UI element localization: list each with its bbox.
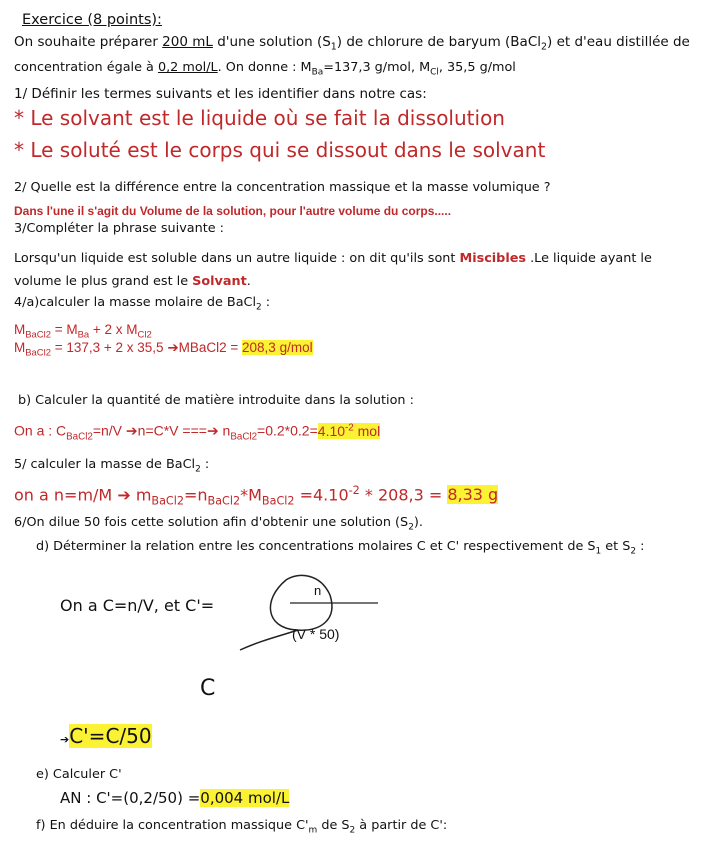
mass-result: 8,33 g [447, 485, 499, 505]
formula: (V [292, 626, 306, 642]
intro-text: d'une solution (S [212, 34, 331, 50]
superscript: -2 [348, 484, 360, 497]
formula: * 50) [306, 626, 340, 642]
answer-d-c: C [200, 676, 216, 701]
answer-text: volume le plus grand est le [14, 274, 193, 289]
unit: mol [353, 422, 381, 439]
subscript: Ba [77, 329, 90, 341]
formula: n [218, 422, 231, 439]
question-text: : [261, 295, 271, 310]
answer-text: . [246, 274, 251, 289]
question-b: b) Calculer la quantité de matière introduite dans la solution : [18, 393, 414, 408]
formula: M [14, 322, 26, 337]
formula: MBaCl2 = [178, 340, 243, 355]
intro-text: ) et d'eau distillée de [547, 34, 690, 50]
subscript: BaCl2 [230, 431, 258, 443]
answer-d-prefix: On a C=n/V, et C'= [60, 596, 215, 615]
formula: =4.10 [294, 485, 349, 505]
formula: AN : C'=(0,2/50) = [60, 789, 201, 807]
question-text: : [200, 457, 210, 472]
subscript: 2 [630, 546, 637, 557]
arrow-icon: ➔ [125, 422, 138, 439]
solvant-word: Solvant [192, 274, 247, 289]
formula: On a : C [14, 422, 67, 439]
formula: m [130, 485, 152, 505]
answer-solute: * Le soluté est le corps qui se dissout dans le solvant [14, 138, 546, 162]
molar-mass-result: 208,3 g/mol [242, 340, 313, 355]
volume-value: 200 mL [162, 34, 213, 50]
concentration-value: 0,2 mol/L [157, 60, 218, 75]
formula: = 137,3 + 2 x 35,5 [50, 340, 168, 355]
subscript: BaCl2 [66, 431, 93, 443]
subscript: BaCl2 [207, 494, 241, 508]
subscript: BaCl2 [151, 494, 184, 508]
subscript: BaCl2 [25, 329, 51, 341]
formula: on a n=m/M [14, 485, 118, 505]
miscibles-word: Miscibles [459, 251, 527, 266]
subscript: 1 [595, 546, 602, 557]
answer-text: Lorsqu'un liquide est soluble dans un autre liquide : on dit qu'ils sont [14, 251, 460, 266]
question-text: ). [413, 515, 423, 530]
formula: *M [240, 485, 262, 505]
subscript: 2 [541, 41, 548, 53]
concentration-result: 0,004 mol/L [200, 789, 290, 807]
question-text: 5/ calculer la masse de BaCl [14, 457, 196, 472]
formula: = M [50, 322, 78, 337]
question-number: 4/a) [14, 295, 40, 310]
question-text: f) En déduire la concentration massique C' [36, 818, 309, 833]
question-1: 1/ Définir les termes suivants et les identifier dans notre cas: [14, 86, 427, 102]
answer-solvant: * Le solvant est le liquide où se fait la dissolution [14, 106, 505, 130]
arrow-icon: ➔ [206, 422, 219, 439]
question-text: 6/On dilue 50 fois cette solution afin d'obtenir une solution (S [14, 515, 409, 530]
formula: + 2 x M [89, 322, 138, 337]
subscript: BaCl2 [261, 494, 295, 508]
formula: =0.2*0.2= [257, 422, 318, 439]
formula: M [14, 340, 26, 355]
subscript: 2 [256, 302, 262, 313]
intro-text: . On donne : M [217, 60, 312, 75]
arrow-icon: ➔ [117, 485, 131, 505]
question-text: et S [601, 539, 631, 554]
question-2: 2/ Quelle est la différence entre la concentration massique et la masse volumique ? [14, 180, 551, 195]
question-f [36, 818, 447, 836]
intro-text: =137,3 g/mol, M [323, 60, 431, 75]
arrow-icon: ➔ [60, 733, 70, 746]
mole-result: 4.10 [317, 422, 346, 439]
formula: =n/V [92, 422, 126, 439]
intro-text: ) de chlorure de baryum (BaCl [336, 34, 541, 50]
fraction-denominator [292, 626, 339, 642]
title-text: Exercice (8 points): [22, 12, 162, 28]
intro-text: On souhaite préparer [14, 34, 163, 50]
question-text: à partir de C': [355, 818, 448, 833]
subscript: 2 [349, 825, 356, 836]
question-text: calculer la masse molaire de BaCl [39, 295, 257, 310]
answer-2: Dans l'une il s'agit du Volume de la solution, pour l'autre volume du corps..... [14, 204, 452, 218]
fraction-numerator: n [314, 583, 322, 598]
question-3: 3/Compléter la phrase suivante : [14, 221, 224, 236]
subscript: Cl [430, 67, 439, 78]
superscript: -2 [345, 422, 354, 433]
subscript: 2 [195, 464, 201, 475]
subscript: Cl2 [137, 329, 152, 341]
sketch-tail [240, 630, 298, 650]
question-text: de S [317, 818, 350, 833]
dilution-relation: C'=C/50 [69, 724, 152, 748]
intro-text: concentration égale à [14, 60, 158, 75]
formula: n=C*V === [137, 422, 207, 439]
subscript: Ba [311, 67, 324, 78]
answer-e [60, 789, 289, 807]
formula: * 208,3 = [359, 485, 448, 505]
answer-d-result [60, 724, 152, 748]
subscript: 1 [330, 41, 337, 53]
question-text: d) Déterminer la relation entre les concentrations molaires C et C' respectivement de S [36, 539, 596, 554]
subscript: m [308, 825, 318, 836]
answer-text: .Le liquide ayant le [526, 251, 652, 266]
intro-text: , 35,5 g/mol [438, 60, 516, 75]
formula: =n [183, 485, 208, 505]
subscript: 2 [408, 522, 414, 533]
arrow-icon: ➔ [167, 340, 179, 355]
subscript: BaCl2 [25, 347, 51, 359]
question-text: : [636, 539, 645, 554]
question-e: e) Calculer C' [36, 767, 122, 782]
